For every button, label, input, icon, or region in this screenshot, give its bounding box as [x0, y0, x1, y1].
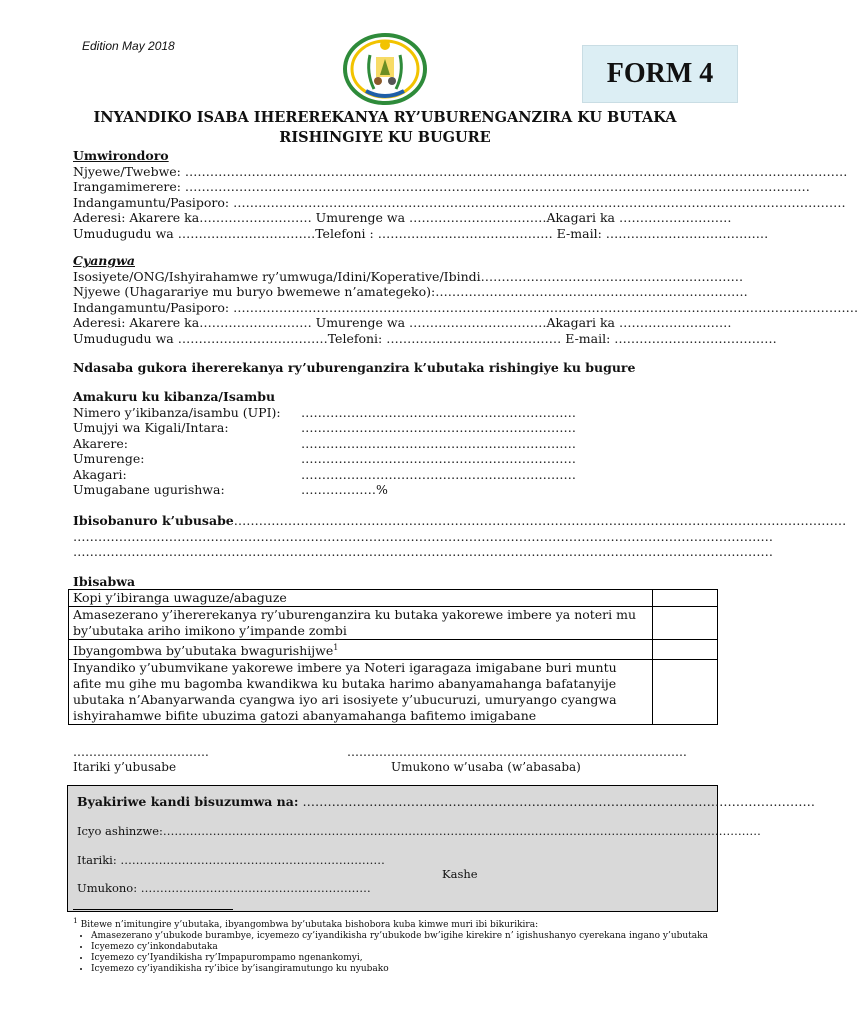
- field-dots[interactable]: ……………………………………………………………………………………………………………………………………………………: [73, 528, 773, 544]
- footnote-item: • Amasezerano y’ubukode burambye, icyemezo cy’iyandikisha ry’ubukode bw’igihe kirekire n’ igishushanyo cyerekana ingano y’ubutaka: [91, 931, 713, 942]
- requirement-check-cell[interactable]: [653, 607, 718, 640]
- footnote-item: • Icyemezo cy’Iyandikisha ry’Impapurompamo ngenankomyi,: [91, 953, 713, 964]
- umwirondoro-heading: Umwirondoro: [73, 148, 169, 163]
- table-row: [69, 660, 718, 725]
- field-line-id[interactable]: Indangamuntu/Pasiporo: …………………………………………………………………………………………………………………………………: [73, 194, 846, 210]
- requirement-text: Inyandiko y’ubumvikane yakorewe imbere ya Noteri igaragaza imigabane buri muntu afite mu gihe mu bagomba kwandikwa ku butaka harimo abanyamahanga bafatanyije ubutaka n’Abanyarwanda cyangwa iyo ari isosiyete y’ubucuruzi, umuryango cyangwa ishyirahamwe bifite ubuzima gatozi abanyamahanga bafitemo imigabane: [69, 660, 653, 725]
- field-line-representative[interactable]: Njyewe (Uhagarariye mu buryo bwemewe n’amategeko):…………………………………………………………………: [73, 284, 748, 299]
- position-label: Icyo ashinzwe:: [77, 824, 163, 838]
- amakuru-section: [73, 389, 713, 498]
- office-signature-dots[interactable]: ……………………………………………………: [137, 881, 371, 895]
- field-line-organization[interactable]: Isosiyete/ONG/Ishyirahamwe ry’umwuga/Idini/Koperative/Ibindi………………………………………………………: [73, 268, 744, 284]
- field-dots[interactable]: …………………………………………………………………………………………………………………………………: [233, 513, 847, 528]
- office-date-label: Itariki:: [77, 853, 117, 867]
- ibisobanuro-heading: Ibisobanuro k’ubusabe: [73, 513, 234, 528]
- field-label: Umurenge:: [73, 451, 145, 466]
- received-by-dots[interactable]: ……………………………………………………………………………………………………………: [298, 794, 815, 809]
- field-line-names[interactable]: Njyewe/Twebwe: ……………………………………………………………………………………………………………………………………………: [73, 163, 848, 179]
- requirement-text: Kopi y’ibiranga uwaguze/abaguze: [69, 590, 653, 607]
- field-line-marital[interactable]: Irangamimerere: ……………………………………………………………………………………………………………………………………: [73, 179, 810, 194]
- position-dots[interactable]: …………………………………………………………………………………………………………………………………………: [162, 824, 761, 838]
- field-row-sector[interactable]: [73, 451, 713, 467]
- table-row: [69, 590, 718, 607]
- field-value[interactable]: …………………………………………………………: [301, 435, 576, 451]
- stamp-label: Kashe: [442, 867, 478, 881]
- field-value[interactable]: …………………………………………………………: [301, 420, 576, 435]
- table-row: [69, 640, 718, 660]
- field-line-org-id[interactable]: Indangamuntu/Pasiporo: ……………………………………………………………………………………………………………………………………: [73, 299, 858, 315]
- office-signature-label: Umukono:: [77, 881, 138, 895]
- field-line-contact[interactable]: Umudugudu wa ……………………………Telefoni : …………………………………… E-mail: …………………………………: [73, 225, 769, 241]
- ibisabwa-heading: Ibisabwa: [73, 574, 136, 589]
- field-row-district[interactable]: [73, 436, 713, 452]
- footnote: [73, 915, 713, 975]
- field-label: Akagari:: [73, 466, 127, 482]
- cyangwa-heading: Cyangwa: [73, 253, 135, 268]
- rwanda-seal-icon: [342, 33, 428, 105]
- field-row-province[interactable]: [73, 420, 713, 436]
- field-row-cell[interactable]: [73, 467, 713, 483]
- requirement-check-cell[interactable]: [653, 640, 718, 660]
- amakuru-heading: Amakuru ku kibanza/Isambu: [73, 389, 276, 404]
- title-line-1: INYANDIKO ISABA IHEREREKANYA RY’UBURENGANZIRA KU BUTAKA: [93, 109, 677, 126]
- ibisobanuro-section: [73, 513, 847, 560]
- footnote-item: • Icyemezo cy’inkondabutaka: [91, 942, 713, 953]
- field-line-address[interactable]: Aderesi: Akarere ka……………………… Umurenge wa ……………………………Akagari ka ………………………: [73, 210, 732, 225]
- field-label: Umujyi wa Kigali/Intara:: [73, 420, 229, 435]
- footnote-mark: 1: [73, 916, 78, 925]
- title-line-2: RISHINGIYE KU BUGURE: [279, 129, 491, 146]
- footnote-list: [73, 931, 713, 975]
- requirement-text: Ibyangombwa by’ubutaka bwagurishijwe: [73, 643, 334, 659]
- date-label: Itariki y’ubusabe: [73, 760, 177, 774]
- requirements-table: [68, 589, 718, 725]
- office-date-dots[interactable]: ……………………………………………………………: [116, 853, 385, 867]
- footnote-item: • Icyemezo cy’iyandikisha ry’ibice by’isangiramutungo ku nyubako: [91, 964, 713, 975]
- requirement-check-cell[interactable]: [653, 660, 718, 725]
- field-row-upi[interactable]: [73, 405, 713, 421]
- field-value[interactable]: …………………………………………………………: [301, 451, 576, 466]
- requirement-text: Amasezerano y’ihererekanya ry’uburenganzira ku butaka yakorewe imbere ya noteri mu by’ubutaka ariho imikono y’impande zombi: [69, 607, 653, 640]
- requirement-cell: [69, 640, 653, 660]
- form-number-label: FORM 4: [606, 58, 714, 89]
- requirement-check-cell[interactable]: [653, 590, 718, 607]
- table-row: [69, 607, 718, 640]
- signature-field-dots[interactable]: ………………………………………………………………………….: [347, 745, 687, 759]
- office-heading: Byakiriwe kandi bisuzumwa na:: [77, 794, 299, 809]
- form-number-box: [582, 45, 738, 103]
- field-value[interactable]: ………………%: [301, 482, 388, 497]
- field-label: Umugabane ugurishwa:: [73, 482, 225, 497]
- footnote-intro: Bitewe n’imitungire y’ubutaka, ibyangombwa by’ubutaka bishobora kuba kimwe muri ibi bikurikira:: [77, 920, 539, 930]
- umwirondoro-section: [73, 148, 848, 241]
- field-line-org-address[interactable]: Aderesi: Akarere ka……………………… Umurenge wa ……………………………Akagari ka ………………………: [73, 315, 732, 330]
- cyangwa-section: [73, 253, 858, 346]
- request-statement: Ndasaba gukora ihererekanya ry’uburenganzira k’ubutaka rishingiye ku bugure: [73, 360, 636, 375]
- document-title: [60, 108, 710, 148]
- signature-label: Umukono w’usaba (w’abasaba): [391, 760, 581, 774]
- field-value[interactable]: …………………………………………………………: [301, 404, 576, 420]
- footnote-divider: [73, 909, 233, 910]
- date-field-dots[interactable]: …………………………….: [73, 745, 209, 759]
- field-label: Akarere:: [73, 435, 129, 451]
- office-use-box: [67, 785, 815, 912]
- field-value[interactable]: …………………………………………………………: [301, 466, 576, 482]
- field-dots[interactable]: ……………………………………………………………………………………………………………………………………………………: [73, 544, 773, 559]
- edition-text: Edition May 2018: [82, 39, 175, 53]
- footnote-ref: 1: [333, 643, 339, 652]
- field-row-share[interactable]: [73, 482, 713, 498]
- field-label: Nimero y’ikibanza/isambu (UPI):: [73, 404, 281, 420]
- field-line-org-contact[interactable]: Umudugudu wa ………………………………Telefoni: …………………………………… E-mail: …………………………………: [73, 330, 777, 346]
